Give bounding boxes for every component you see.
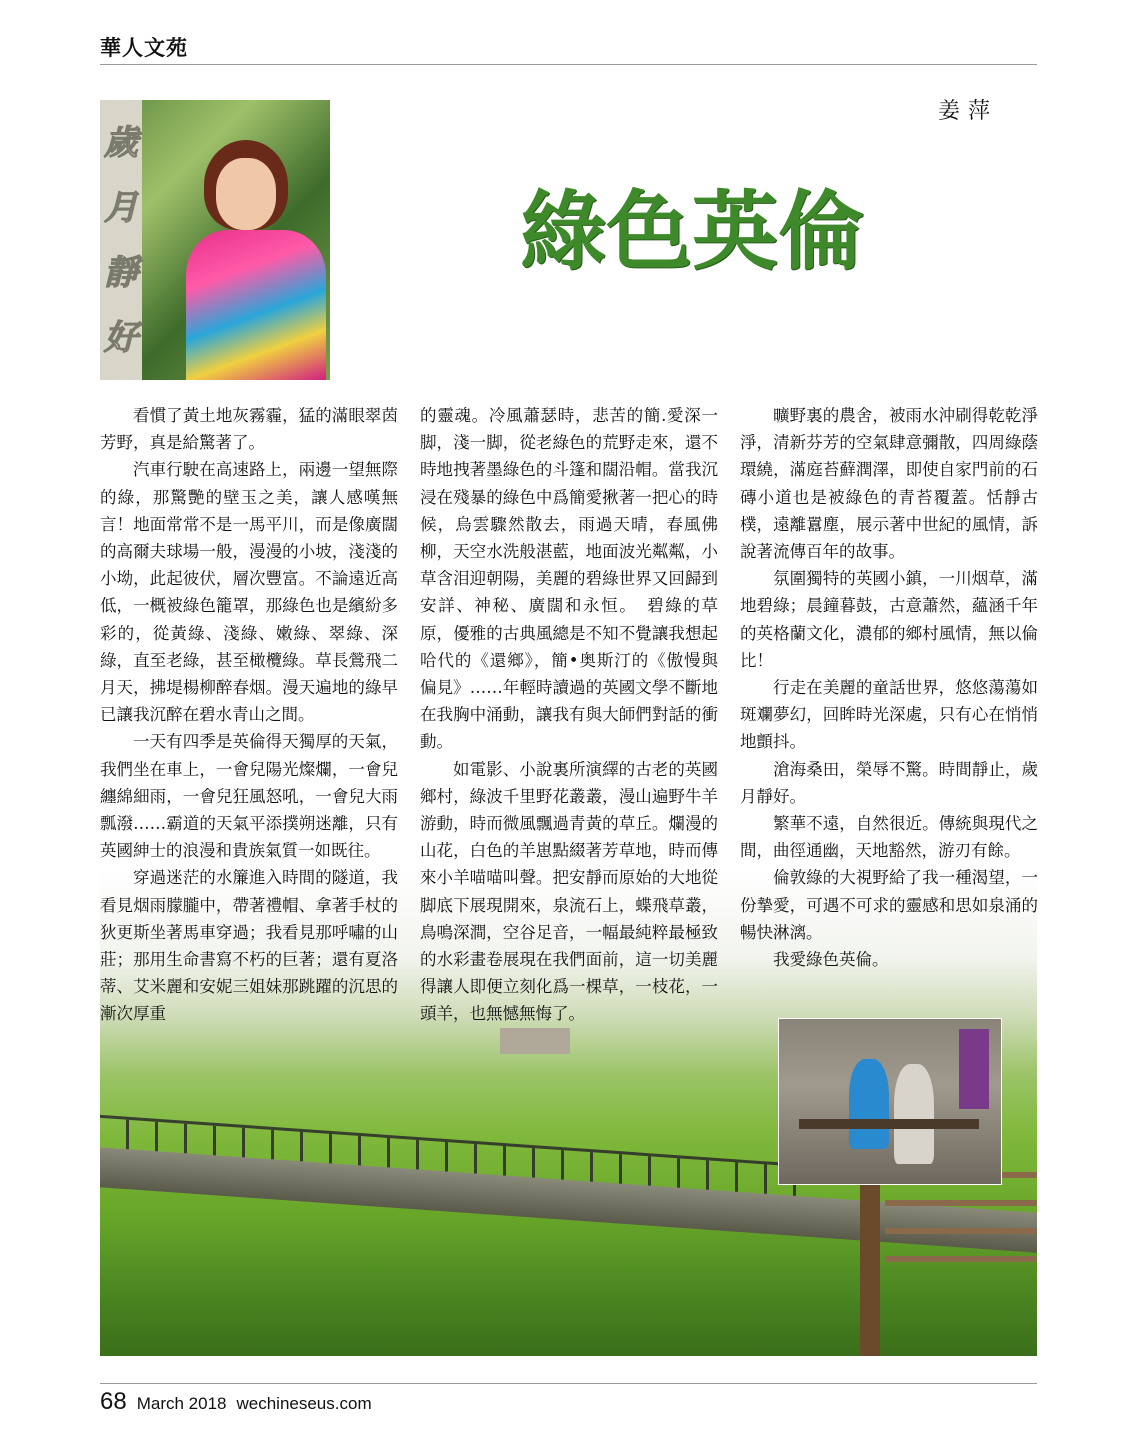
photo-scarf-shape: [186, 230, 326, 380]
article-column-2: [420, 402, 718, 1028]
paragraph: 曠野裏的農舍，被雨水沖刷得乾乾淨淨，清新芬芳的空氣肆意彌散，四周綠蔭環繞，滿庭苔蘚潤澤，即使自家門前的石磚小道也是被綠色的青苔覆蓋。恬靜古樸，遠離囂塵，展示著中世紀的風情，訴說著流傳百年的故事。: [740, 406, 1038, 562]
page-number: 68: [100, 1388, 127, 1415]
column-label-char: 歲: [104, 122, 138, 163]
issue-date: March 2018: [136, 1394, 227, 1413]
column-label-char: 好: [104, 317, 138, 358]
photo-person-shape: [894, 1064, 934, 1164]
paragraph: 穿過迷茫的水簾進入時間的隧道，我看見烟雨朦朧中，帶著禮帽、拿著手杖的狄更斯坐著馬車穿過；我看見那呼嘯的山莊；那用生命書寫不朽的巨著；還有夏洛蒂、艾米麗和安妮三姐妹那跳躍的沉思的漸次厚重: [100, 868, 398, 1024]
footer-divider: [100, 1383, 1037, 1384]
column-label-char: 月: [104, 187, 138, 228]
barn-shape: [500, 1028, 570, 1054]
photo-person-shape: [849, 1059, 889, 1149]
paragraph: 汽車行駛在高速路上，兩邊一望無際的綠，那驚艷的壁玉之美，讓人感嘆無言！地面常常不是一馬平川，而是像廣闊的高爾夫球場一般，漫漫的小坡，淺淺的小坳，此起彼伏，層次豐富。不論遠近高低，一概被綠色籠罩，那綠色也是繽紛多彩的，從黃綠、淺綠、嫩綠、翠綠、深綠，直至老綠，甚至橄欖綠。草長鶯飛二月天，拂堤楊柳醉春烟。漫天遍地的綠早已讓我沉醉在碧水青山之間。: [100, 460, 398, 725]
paragraph: 我愛綠色英倫。: [773, 950, 889, 970]
paragraph: 繁華不遠，自然很近。傳統與現代之間，曲徑通幽，天地豁然，游刃有餘。: [740, 814, 1038, 861]
paragraph: 行走在美麗的童話世界，悠悠蕩蕩如斑斕夢幻，回眸時光深處，只有心在悄悄地顫抖。: [740, 678, 1038, 752]
header-divider: [100, 64, 1037, 65]
article-title: 綠色英倫: [520, 182, 864, 282]
article-column-3: [740, 402, 1038, 973]
photo-person-shape: [959, 1029, 989, 1109]
magazine-section-title: 華人文苑: [100, 35, 188, 60]
paragraph: 倫敦綠的大視野給了我一種渴望，一份摯愛，可遇不可求的靈感和思如泉涌的暢快淋漓。: [740, 868, 1038, 942]
footer: [100, 1388, 372, 1416]
paragraph: 氛圍獨特的英國小鎮，一川烟草，滿地碧綠；晨鐘暮鼓，古意蕭然，蘊涵千年的英格蘭文化，濃郁的鄉村風情，無以倫比！: [740, 569, 1038, 670]
paragraph: 如電影、小說裏所演繹的古老的英國鄉村，綠波千里野花叢叢，漫山遍野牛羊游動，時而微風飄過青黃的草丘。爛漫的山花，白色的羊崽點綴著芳草地，時而傳來小羊喵喵叫聲。把安靜而原始的大地從脚底下展現開來，泉流石上，蝶飛草叢，鳥鳴深澗，空谷足音，一幅最純粹最極致的水彩畫卷展現在我們面前，這一切美麗得讓人即便立刻化爲一棵草，一枝花，一頭羊，也無憾無悔了。: [420, 759, 718, 1024]
author-name: 姜萍: [938, 99, 999, 124]
paragraph: 滄海桑田，榮辱不驚。時間靜止，歲月靜好。: [740, 759, 1038, 806]
inset-photo-bench: [778, 1018, 1002, 1185]
photo-bench-shape: [799, 1119, 979, 1129]
paragraph: 看慣了黃土地灰霧霾，猛的滿眼翠茵芳野，真是給驚著了。: [100, 406, 398, 453]
paragraph: 的靈魂。冷風蕭瑟時，悲苦的簡.愛深一脚，淺一脚，從老綠色的荒野走來，還不時地拽著墨綠色的斗篷和闊沿帽。當我沉浸在殘暴的綠色中爲簡愛揪著一把心的時候，烏雲驟然散去，雨過天晴，春風佛柳，天空水洗般湛藍，地面波光粼粼，小草含泪迎朝陽，美麗的碧綠世界又回歸到安詳、神秘、廣闊和永恒。 碧綠的草原，優雅的古典風總是不知不覺讓我想起哈代的《還鄉》，簡•奥斯汀的《傲慢與偏見》……年輕時讀過的英國文學不斷地在我胸中涌動，讓我有與大師們對話的衝動。: [420, 406, 718, 752]
photo-face-shape: [216, 158, 276, 230]
paragraph: 一天有四季是英倫得天獨厚的天氣，我們坐在車上，一會兒陽光燦爛，一會兒纏綿細雨，一會兒狂風怒吼，一會兒大雨瓢潑……霸道的天氣平添撲朔迷離，只有英國紳士的浪漫和貴族氣質一如既往。: [100, 732, 398, 861]
column-label-char: 靜: [104, 252, 138, 293]
website-link[interactable]: wechineseus.com: [236, 1394, 372, 1413]
article-column-1: [100, 402, 398, 1028]
author-photo: [100, 100, 330, 380]
column-label-vertical: [100, 100, 142, 380]
